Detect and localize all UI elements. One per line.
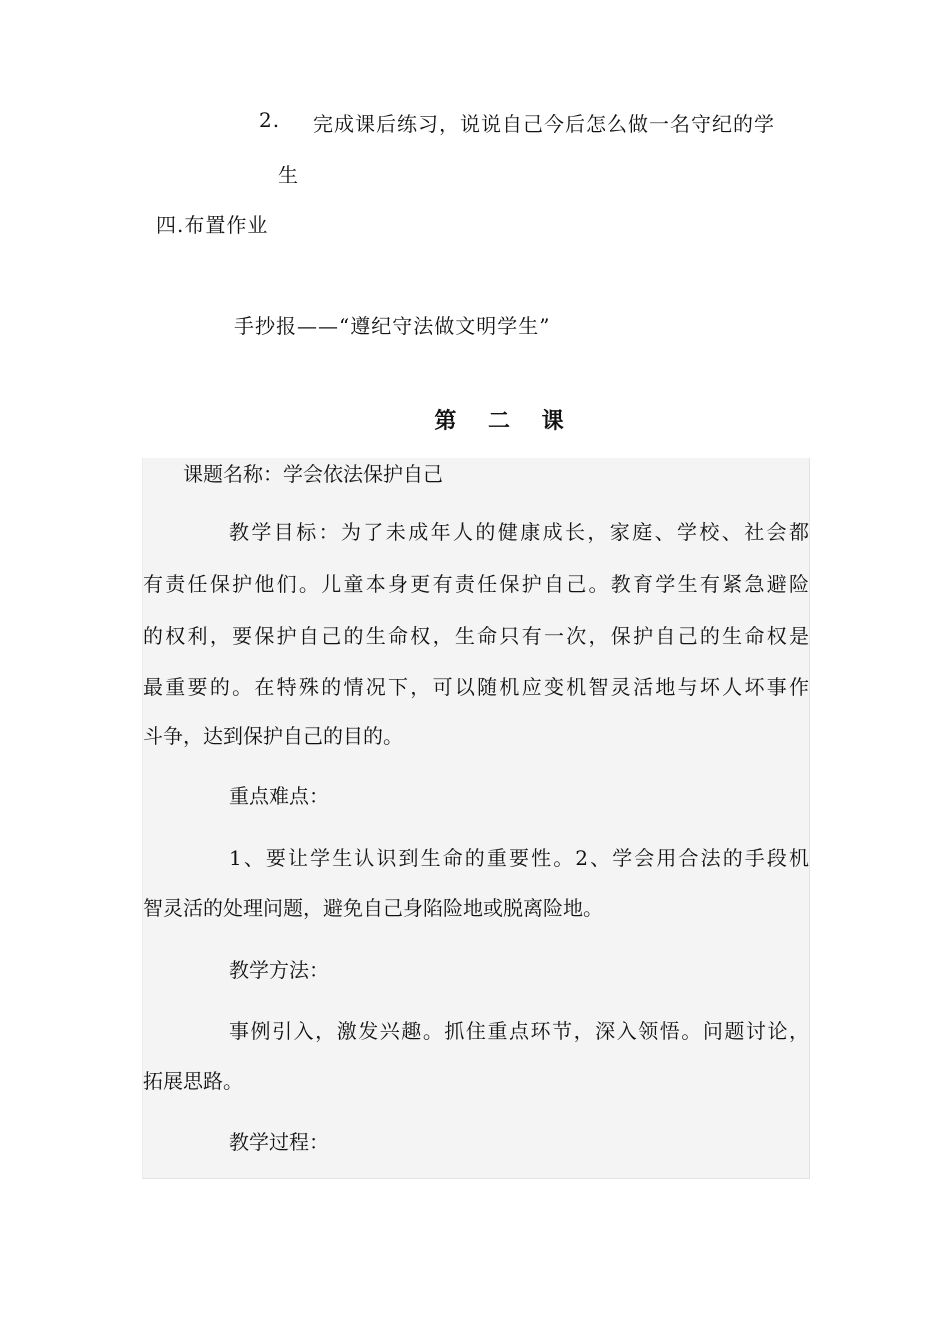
homework-text: 手抄报——“遵纪守法做文明学生” bbox=[234, 314, 551, 338]
key-points-line: 智灵活的处理问题，避免自己身陷险地或脱离险地。 bbox=[143, 896, 603, 920]
methods-line: 事例引入，激发兴趣。抓住重点环节，深入领悟。问题讨论， bbox=[229, 1019, 809, 1043]
objectives-line: 最重要的。在特殊的情况下，可以随机应变机智灵活地与坏人坏事作 bbox=[143, 675, 809, 699]
section-heading: 四.布置作业 bbox=[156, 213, 269, 237]
list-item-continuation: 生 bbox=[278, 163, 298, 187]
objectives-line: 斗争，达到保护自己的目的。 bbox=[143, 724, 403, 748]
process-label: 教学过程： bbox=[229, 1130, 329, 1154]
key-points-line: 1、要让学生认识到生命的重要性。2、学会用合法的手段机 bbox=[229, 846, 809, 870]
lesson-content-box bbox=[142, 458, 810, 1179]
lesson-topic: 课题名称：学会依法保护自己 bbox=[183, 462, 443, 486]
lesson-title: 第 二 课 bbox=[434, 409, 576, 434]
list-item-number: 2. bbox=[259, 108, 281, 132]
methods-label: 教学方法： bbox=[229, 958, 329, 982]
objectives-line: 教学目标：为了未成年人的健康成长，家庭、学校、社会都 bbox=[229, 520, 809, 544]
objectives-line: 的权利，要保护自己的生命权，生命只有一次，保护自己的生命权是 bbox=[143, 624, 809, 648]
key-points-label: 重点难点： bbox=[229, 784, 329, 808]
objectives-line: 有责任保护他们。儿童本身更有责任保护自己。教育学生有紧急避险 bbox=[143, 572, 809, 596]
list-item-text: 完成课后练习，说说自己今后怎么做一名守纪的学 bbox=[313, 112, 775, 136]
methods-line: 拓展思路。 bbox=[143, 1069, 243, 1093]
